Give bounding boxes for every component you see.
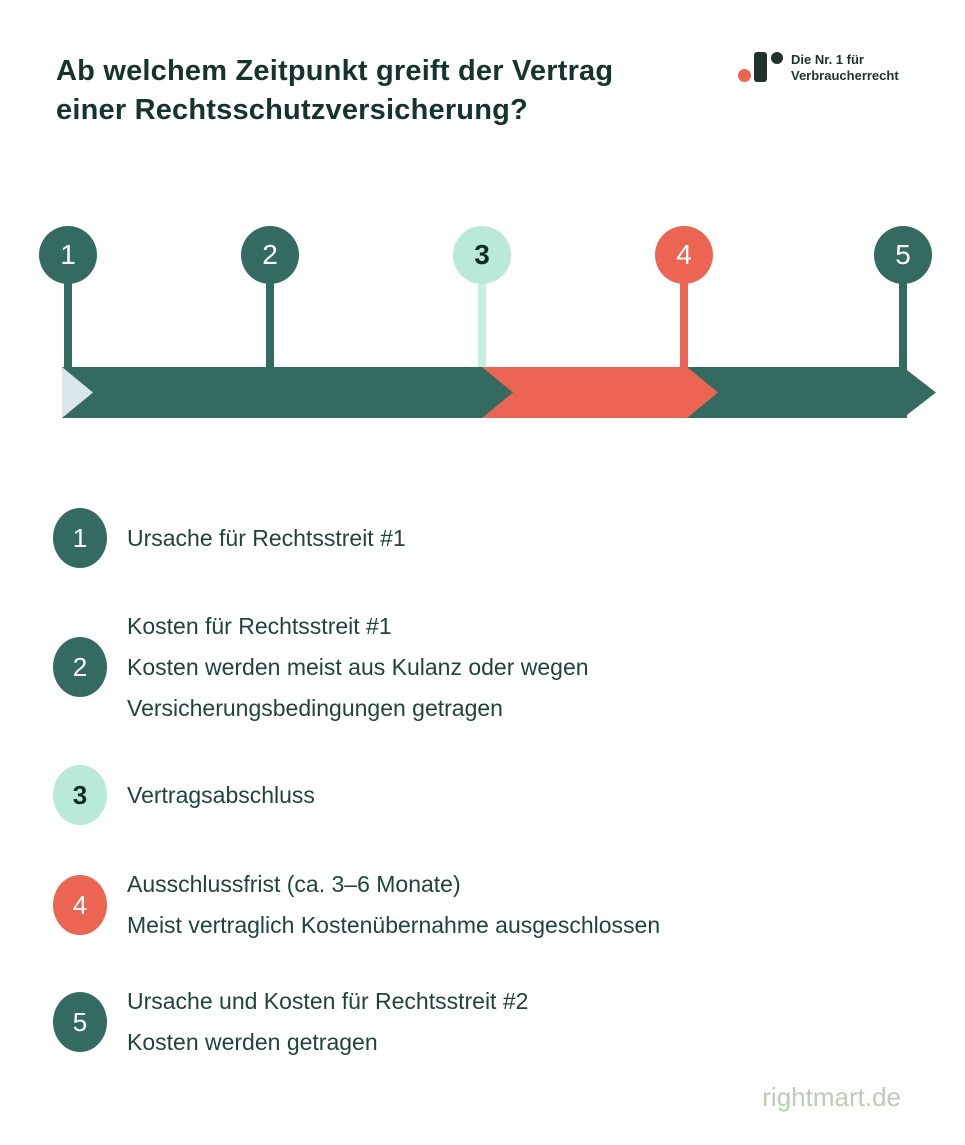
brand-tagline-line-1: Die Nr. 1 für xyxy=(791,52,864,67)
legend-2-line-3: Versicherungsbedingungen getragen xyxy=(127,694,503,721)
footer-site-url: rightmart.de xyxy=(762,1082,901,1112)
milestone-circle-4 xyxy=(655,226,713,284)
milestone-5-number: 5 xyxy=(895,239,911,270)
milestone-3-number: 3 xyxy=(474,239,490,270)
timeline-end-arrowhead-icon xyxy=(903,367,936,418)
legend-badge-3 xyxy=(53,765,107,825)
legend-badge-1-number: 1 xyxy=(72,522,88,553)
legend-badge-1 xyxy=(53,508,107,568)
legend-4-line-2: Meist vertraglich Kostenübernahme ausgeschlossen xyxy=(127,912,661,938)
milestone-circle-3 xyxy=(453,226,511,284)
timeline-arrow-band xyxy=(0,367,965,418)
legend-badge-4-number: 4 xyxy=(72,889,88,920)
legend-badge-5-number: 5 xyxy=(72,1006,88,1037)
milestone-4-number: 4 xyxy=(676,239,692,270)
legend-2-line-2: Kosten werden meist aus Kulanz oder wegen xyxy=(127,653,589,680)
milestone-circle-5 xyxy=(874,226,932,284)
legend-4-line-1: Ausschlussfrist (ca. 3–6 Monate) xyxy=(127,871,461,897)
legend-item-5 xyxy=(0,980,965,1064)
legend-badge-3-number: 3 xyxy=(72,779,88,810)
legend-text-5 xyxy=(127,981,528,1063)
legend-badge-5 xyxy=(53,992,107,1052)
legend-text-4 xyxy=(127,864,660,946)
legend-text-2 xyxy=(127,606,589,729)
page-title-line-2: einer Rechtsschutzversicherung? xyxy=(56,94,528,126)
legend-badge-2-number: 2 xyxy=(72,651,88,682)
legend-2-line-1: Kosten für Rechtsstreit #1 xyxy=(127,612,392,639)
brand-tagline-line-2: Verbraucherrecht xyxy=(791,68,899,83)
legend-1-line-1: Ursache für Rechtsstreit #1 xyxy=(127,524,406,551)
legend-item-1 xyxy=(0,508,965,568)
legend-item-2 xyxy=(0,605,965,729)
legend-badge-4 xyxy=(53,875,107,935)
legend-text-1 xyxy=(127,518,406,559)
legend-text-3 xyxy=(127,775,315,816)
legend-badge-2 xyxy=(53,637,107,697)
legend-item-3 xyxy=(0,765,965,825)
legend-item-4 xyxy=(0,863,965,947)
milestone-circle-1 xyxy=(39,226,97,284)
milestone-2-number: 2 xyxy=(262,239,278,270)
legend-3-line-1: Vertragsabschluss xyxy=(127,781,315,808)
legend-5-line-1: Ursache und Kosten für Rechtsstreit #2 xyxy=(127,988,529,1014)
milestone-circle-2 xyxy=(241,226,299,284)
page-title-line-1: Ab welchem Zeitpunkt greift der Vertrag xyxy=(56,55,614,87)
legend-5-line-2: Kosten werden getragen xyxy=(127,1029,378,1055)
timeline xyxy=(0,0,965,450)
milestone-1-number: 1 xyxy=(60,239,76,270)
